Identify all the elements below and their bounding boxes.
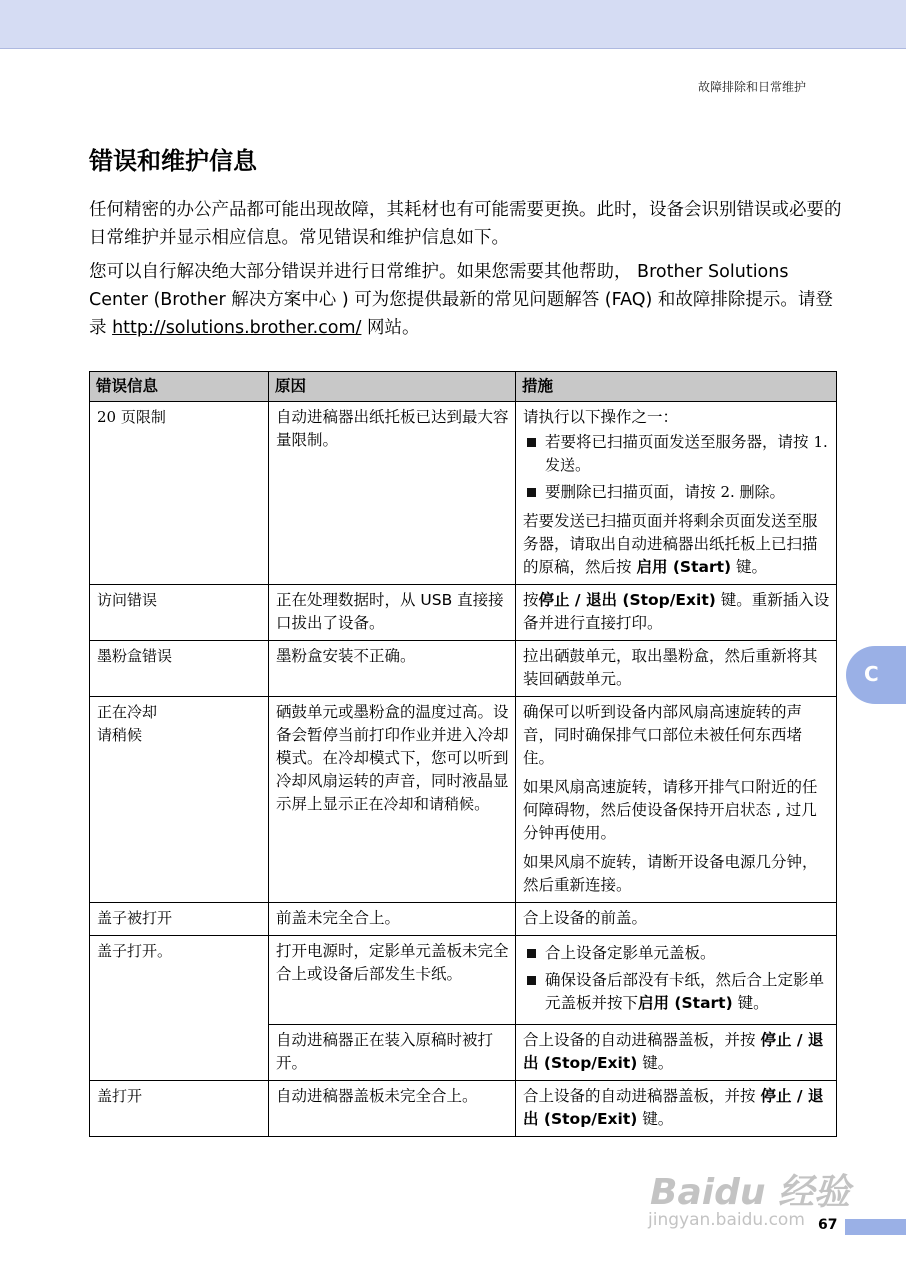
key-label: 停止 / 退出 (Stop/Exit) xyxy=(523,1087,824,1128)
running-header: 故障排除和日常维护 xyxy=(697,80,806,94)
cause-text: 硒鼓单元或墨粉盒的温度过高。设备会暂停当前打印作业并进入冷却模式。在冷却模式下，您可以听到冷却风扇运转的声音，同时液晶显示屏上显示 xyxy=(276,703,509,813)
action-cell xyxy=(516,697,837,903)
bullet-text-part: 确保设备后部没有卡纸，然后合上定影单元盖板并按下 xyxy=(545,971,825,1012)
action-text-end: 键。重新插入设备并进行直接打印。 xyxy=(523,591,830,632)
watermark-logo: Baidu 经验 xyxy=(650,1172,851,1213)
action-text-end: 键。 xyxy=(731,558,768,576)
bullet-text-end: 键。 xyxy=(732,994,769,1012)
action-text: 合上设备的自动进稿器盖板，并按 xyxy=(523,1031,761,1049)
bullet-text-end: 。 xyxy=(769,483,786,501)
intro-paragraph-2 xyxy=(89,258,849,342)
action-cell xyxy=(516,585,837,641)
table-row xyxy=(90,697,837,903)
bullet-text xyxy=(545,481,785,504)
action-text: 合上设备的自动进稿器盖板，并按 xyxy=(523,1087,761,1105)
key-label: 停止 / 退出 (Stop/Exit) xyxy=(538,591,716,609)
key-label: 启用 (Start) xyxy=(638,994,733,1012)
lcd-message: 访问错误 xyxy=(97,591,158,609)
cause-text-end: 。 xyxy=(474,795,490,813)
bullet-text-end: 。 xyxy=(575,456,591,474)
bullet-text-part: 若要将已扫描页面发送至服务器，请按 xyxy=(545,433,814,451)
appendix-tab xyxy=(846,646,906,704)
bullet-item xyxy=(527,431,830,477)
action-paragraph xyxy=(523,510,830,579)
cause-cell: 打开电源时，定影单元盖板未完全合上或设备后部发生卡纸。 xyxy=(269,936,516,1025)
error-message-cell xyxy=(90,1081,269,1137)
action-paragraph: 如果风扇高速旋转，请移开排气口附近的任何障碍物，然后使设备保持开启状态 , 过几分钟再使用。 xyxy=(523,778,818,842)
lcd-message: 请稍候 xyxy=(97,726,143,744)
table-row xyxy=(90,1081,837,1137)
table-row xyxy=(90,402,837,585)
action-paragraph: 确保可以听到设备内部风扇高速旋转的声音，同时确保排气口部位未被任何东西堵住。 xyxy=(523,703,803,767)
top-header-band xyxy=(0,0,906,49)
lcd-message: 墨粉盒错误 xyxy=(97,647,173,665)
watermark-url: jingyan.baidu.com xyxy=(648,1210,805,1230)
page-number: 67 xyxy=(818,1217,838,1233)
bullet-item xyxy=(527,969,830,1015)
bullet-square-icon xyxy=(527,488,536,497)
cause-cell: 自动进稿器出纸托板已达到最大容量限制。 xyxy=(269,402,516,585)
action-cell xyxy=(516,1025,837,1081)
cause-cell: 墨粉盒安装不正确。 xyxy=(269,641,516,697)
appendix-tab-letter: C xyxy=(864,662,879,686)
menu-code: 2. 删除 xyxy=(720,483,770,501)
bullet-text-part: 要删除已扫描页面，请按 xyxy=(545,483,721,501)
header-message: 错误信息 xyxy=(90,372,269,402)
action-intro: 请执行以下操作之一： xyxy=(523,408,679,426)
error-message-cell xyxy=(90,641,269,697)
bullet-item xyxy=(527,481,830,504)
header-cause: 原因 xyxy=(269,372,516,402)
bullet-square-icon xyxy=(527,949,536,958)
cause-text: 和 xyxy=(413,795,430,813)
cause-cell: 正在处理数据时，从 USB 直接接口拔出了设备。 xyxy=(269,585,516,641)
error-message-cell xyxy=(90,402,269,585)
table-header-row xyxy=(90,372,837,402)
page-title: 错误和维护信息 xyxy=(89,147,257,175)
cause-cell: 自动进稿器盖板未完全合上。 xyxy=(269,1081,516,1137)
cause-cell xyxy=(269,697,516,903)
key-label: 启用 (Start) xyxy=(636,558,732,576)
footer-band xyxy=(845,1219,906,1235)
table-row xyxy=(90,903,837,936)
bullet-text: 合上设备定影单元盖板。 xyxy=(545,944,716,962)
bullet-text xyxy=(545,431,830,477)
lcd-message: 盖子被打开 xyxy=(97,909,173,927)
error-message-cell xyxy=(90,697,269,903)
key-label: 停止 / 退出 (Stop/Exit) xyxy=(523,1031,824,1072)
error-message-table xyxy=(89,371,837,1137)
solutions-link[interactable]: http://solutions.brother.com/ xyxy=(112,318,362,338)
lcd-message: 盖打开 xyxy=(97,1087,143,1105)
lcd-message: 盖子打开。 xyxy=(97,942,173,960)
action-cell xyxy=(516,936,837,1025)
action-text: 若要发送已扫描页面并将剩余页面发送至服务器，请取出自动进稿器出纸托板上已扫描的原稿，然后按 xyxy=(523,512,818,576)
action-cell xyxy=(516,1081,837,1137)
lcd-message: 请稍候 xyxy=(429,795,475,813)
action-cell: 拉出硒鼓单元，取出墨粉盒，然后重新将其装回硒鼓单元。 xyxy=(516,641,837,697)
menu-code: 1. 发送 xyxy=(545,433,828,474)
lcd-message: 20 页限制 xyxy=(97,408,166,426)
action-cell: 合上设备的前盖。 xyxy=(516,903,837,936)
error-message-cell xyxy=(90,903,269,936)
action-paragraph: 如果风扇不旋转，请断开设备电源几分钟，然后重新连接。 xyxy=(523,853,818,894)
action-text-end: 键。 xyxy=(637,1110,674,1128)
bullet-square-icon xyxy=(527,438,536,447)
bullet-item xyxy=(527,942,830,965)
intro-paragraph-1: 任何精密的办公产品都可能出现故障，其耗材也有可能需要更换。此时，设备会识别错误或必要的日常维护并显示相应信息。常见错误和维护信息如下。 xyxy=(89,200,842,248)
intro-text-end: 网站。 xyxy=(361,318,420,338)
lcd-message: 正在冷却 xyxy=(97,703,158,721)
cause-cell: 自动进稿器正在装入原稿时被打开。 xyxy=(269,1025,516,1081)
table-row xyxy=(90,936,837,1025)
bullet-square-icon xyxy=(527,976,536,985)
table-row xyxy=(90,641,837,697)
bullet-text xyxy=(545,969,830,1015)
action-text-end: 键。 xyxy=(637,1054,674,1072)
action-text: 按 xyxy=(523,591,539,609)
lcd-message: 正在冷却 xyxy=(353,795,414,813)
intro-text: 您可以自行解决绝大部分错误并进行日常维护。如果您需要其他帮助， Brother Solutions Center (Brother 解决方案中心 ) 可为您提供最新的常见问题解答 (FAQ) 和故障排除提示。请登录 xyxy=(89,262,833,338)
action-cell xyxy=(516,402,837,585)
cause-cell: 前盖未完全合上。 xyxy=(269,903,516,936)
error-message-cell xyxy=(90,585,269,641)
header-action: 措施 xyxy=(516,372,837,402)
table-row xyxy=(90,585,837,641)
error-message-cell xyxy=(90,936,269,1081)
